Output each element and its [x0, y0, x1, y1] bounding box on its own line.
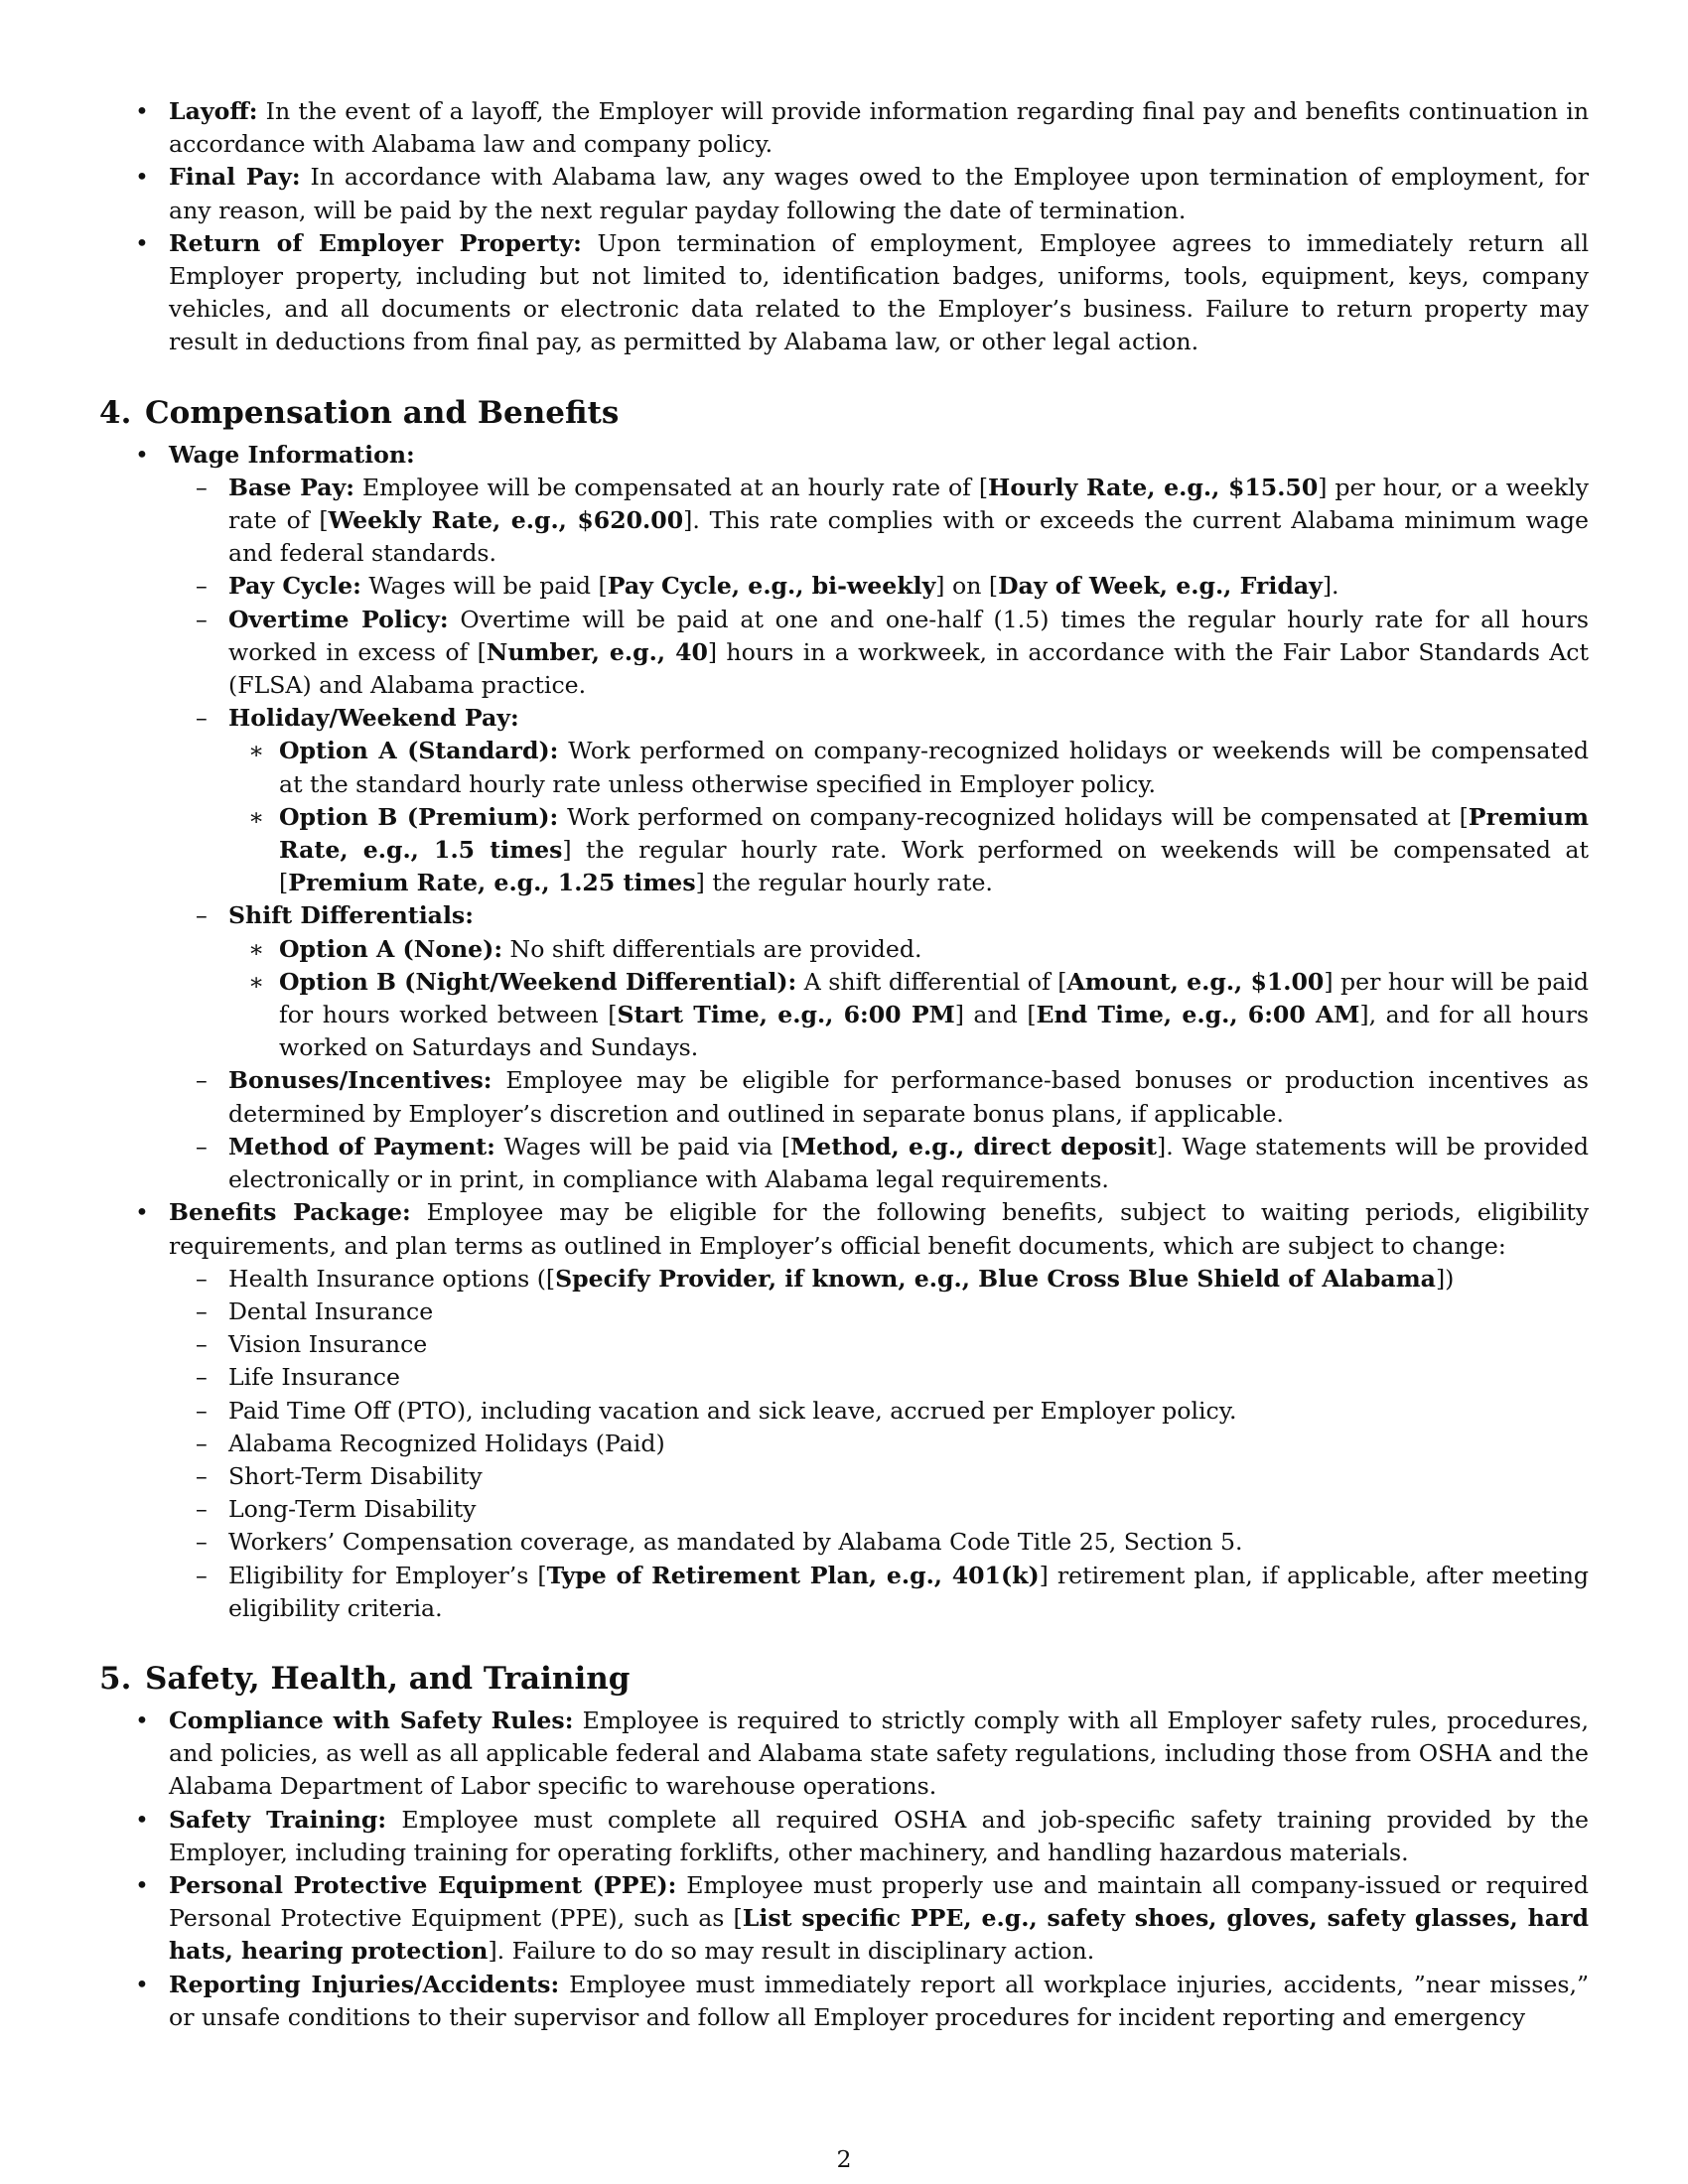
section-5-heading [99, 1659, 1589, 1699]
final-pay-label: Final Pay: [169, 163, 301, 192]
text-run: ]. Failure to do so may result in disciplinary action. [488, 1937, 1095, 1966]
text-run: ] per hour, or a weekly rate of [ [228, 473, 1590, 535]
text-run: ]) [1435, 1264, 1455, 1293]
benefits-list [169, 1263, 1589, 1625]
holiday-option-a [228, 735, 1589, 800]
safety-training-text: Employee must complete all required OSHA and job-specific safety training provided by the Employer, including training for operating forklifts, other machinery, and handling hazardous materials. [169, 1805, 1589, 1866]
day-of-week-placeholder: Day of Week, e.g., Friday [998, 572, 1323, 601]
text-run: ] retirement plan, if applicable, after meeting eligibility criteria. [228, 1561, 1590, 1622]
retirement-plan-placeholder: Type of Retirement Plan, e.g., 401(k) [546, 1561, 1040, 1589]
text-run: Overtime will be paid at one and one-half (1.5) times the regular hourly rate for all hours worked in excess of [ [228, 605, 1590, 666]
benefit-item: – Long-Term Disability [169, 1493, 1589, 1526]
ppe-label: Personal Protective Equipment (PPE): [169, 1870, 677, 1899]
text-run: ] the regular hourly rate. [695, 869, 993, 897]
method-of-payment-item [169, 1131, 1589, 1196]
safety-compliance-text: Employee is required to strictly comply with all Employer safety rules, procedures, and policies, as well as all applicable federal and Alabama state safety regulations, including those from OSHA and the Alabama Department of Labor specific to warehouse operations. [169, 1706, 1590, 1801]
safety-training-label: Safety Training: [169, 1805, 387, 1834]
base-pay-item [169, 472, 1589, 571]
final-pay-item [99, 161, 1589, 226]
shift-option-b [228, 966, 1589, 1065]
holiday-option-a-label: Option A (Standard): [279, 737, 559, 765]
end-time-placeholder: End Time, e.g., 6:00 AM [1036, 1001, 1360, 1029]
text-run: Wages will be paid [ [368, 572, 608, 601]
wage-information-label: Wage Information: [169, 440, 415, 469]
overtime-policy-item [169, 604, 1589, 703]
shift-differentials-item [169, 899, 1589, 1064]
wage-information-item [99, 439, 1589, 1197]
benefits-package-item [99, 1196, 1589, 1625]
benefit-item: – Dental Insurance [169, 1296, 1589, 1328]
holiday-option-a-text: Work performed on company-recognized holidays or weekends will be compensated at the standard hourly rate unless otherwise specified in Employer policy. [279, 737, 1590, 798]
layoff-label: Layoff: [169, 97, 258, 125]
return-property-item [99, 227, 1589, 359]
pay-cycle-item [169, 570, 1589, 603]
benefit-item: – Paid Time Off (PTO), including vacation and sick leave, accrued per Employer policy. [169, 1395, 1589, 1428]
page-number: 2 [836, 2145, 852, 2173]
text-run: A shift differential of [ [803, 967, 1067, 996]
text-run: ]. Wage statements will be provided electronically or in print, in compliance with Alabama legal requirements. [228, 1132, 1589, 1194]
holiday-option-b [228, 801, 1589, 900]
benefit-item: – Workers’ Compensation coverage, as mandated by Alabama Code Title 25, Section 5. [169, 1526, 1589, 1559]
holiday-premium-placeholder: Premium Rate, e.g., 1.5 times [279, 802, 1590, 865]
method-of-payment-label: Method of Payment: [228, 1132, 495, 1160]
reporting-injuries-item [99, 1969, 1589, 2034]
reporting-injuries-text: Employee must immediately report all workplace injuries, accidents, ”near misses,” or unsafe conditions to their supervisor and follow all Employer procedures for incident reporting and emergency [169, 1970, 1590, 2031]
return-property-label: Return of Employer Property: [169, 228, 582, 257]
shift-option-b-label: Option B (Night/Weekend Differential): [279, 967, 797, 996]
termination-list [99, 95, 1589, 359]
benefit-item: – Vision Insurance [169, 1328, 1589, 1361]
layoff-item [99, 95, 1589, 161]
bonuses-item [169, 1064, 1589, 1130]
overtime-policy-label: Overtime Policy: [228, 605, 449, 633]
payment-method-placeholder: Method, e.g., direct deposit [790, 1132, 1157, 1160]
hourly-rate-placeholder: Hourly Rate, e.g., $15.50 [988, 473, 1319, 501]
benefits-package-text: Employee may be eligible for the following benefits, subject to waiting periods, eligibility requirements, and plan terms as outlined in Employer’s official benefit documents, which are subject to change: [169, 1198, 1590, 1260]
text-run: ] on [ [935, 572, 999, 601]
text-run: Health Insurance options ([ [228, 1264, 556, 1293]
section-5-title: Safety, Health, and Training [145, 1660, 631, 1697]
benefit-item: – Life Insurance [169, 1361, 1589, 1394]
benefit-item: – Alabama Recognized Holidays (Paid) [169, 1428, 1589, 1460]
text-run: ]. This rate complies with or exceeds the current Alabama minimum wage and federal standards. [228, 506, 1589, 568]
safety-compliance-item [99, 1705, 1589, 1804]
section-5-list [99, 1705, 1589, 2034]
text-run: ], and for all hours worked on Saturdays and Sundays. [279, 1001, 1589, 1062]
ppe-item [99, 1869, 1589, 1969]
section-5-number: 5. [99, 1660, 132, 1697]
overtime-hours-placeholder: Number, e.g., 40 [486, 637, 708, 666]
text-run: ] per hour will be paid for hours worked between [ [279, 967, 1589, 1029]
section-4-number: 4. [99, 394, 132, 431]
text-run: Employee will be compensated at an hourly rate of [ [361, 473, 989, 501]
shift-amount-placeholder: Amount, e.g., $1.00 [1066, 967, 1325, 996]
start-time-placeholder: Start Time, e.g., 6:00 PM [617, 1001, 955, 1029]
weekly-rate-placeholder: Weekly Rate, e.g., $620.00 [328, 506, 684, 535]
safety-compliance-label: Compliance with Safety Rules: [169, 1706, 574, 1734]
health-provider-placeholder: Specify Provider, if known, e.g., Blue Cross Blue Shield of Alabama [555, 1264, 1436, 1293]
section-4-heading [99, 393, 1589, 433]
base-pay-label: Base Pay: [228, 473, 354, 501]
ppe-list-placeholder: List specific PPE, e.g., safety shoes, gloves, safety glasses, hard hats, hearing protection [169, 1904, 1589, 1966]
shift-option-a-text: No shift differentials are provided. [509, 934, 922, 963]
text-run: Employee must properly use and maintain all company-issued or required Personal Protective Equipment (PPE), such as [ [169, 1870, 1589, 1933]
holiday-weekend-pay-label: Holiday/Weekend Pay: [228, 704, 519, 733]
section-4-title: Compensation and Benefits [145, 394, 620, 431]
bonuses-label: Bonuses/Incentives: [228, 1066, 492, 1095]
weekend-premium-placeholder: Premium Rate, e.g., 1.25 times [288, 869, 696, 897]
holiday-option-b-label: Option B (Premium): [279, 802, 559, 831]
holiday-weekend-pay-item [169, 702, 1589, 899]
wage-sublist [169, 472, 1589, 1196]
text-run: ]. [1322, 572, 1339, 601]
section-4-list [99, 439, 1589, 1625]
document-page [99, 95, 1589, 2081]
shift-options-list [228, 933, 1589, 1065]
final-pay-text: In accordance with Alabama law, any wages owed to the Employee upon termination of employment, for any reason, will be paid by the next regular payday following the date of termination. [169, 163, 1589, 224]
text-run: ] the regular hourly rate. Work performed on weekends will be compensated at [ [279, 836, 1589, 897]
benefit-health-insurance [169, 1263, 1589, 1296]
benefit-retirement [169, 1560, 1589, 1625]
shift-differentials-label: Shift Differentials: [228, 901, 474, 930]
text-run: Work performed on company-recognized holidays will be compensated at [ [567, 802, 1469, 831]
return-property-text: Upon termination of employment, Employee agrees to immediately return all Employer property, including but not limited to, identification badges, uniforms, tools, equipment, keys, company vehicles, and all documents or electronic data related to the Employer’s business. Failure to return property may result in deductions from final pay, as permitted by Alabama law, or other legal action. [169, 228, 1589, 356]
pay-cycle-label: Pay Cycle: [228, 572, 361, 601]
safety-training-item [99, 1804, 1589, 1869]
text-run: Wages will be paid via [ [503, 1132, 791, 1160]
text-run: Eligibility for Employer’s [ [228, 1561, 547, 1589]
bonuses-text: Employee may be eligible for performance-based bonuses or production incentives as determined by Employer’s discretion and outlined in separate bonus plans, if applicable. [228, 1066, 1590, 1128]
layoff-text: In the event of a layoff, the Employer will provide information regarding final pay and benefits continuation in accordance with Alabama law and company policy. [169, 97, 1590, 159]
holiday-options-list [228, 735, 1589, 899]
shift-option-a-label: Option A (None): [279, 934, 503, 963]
text-run: ] and [ [954, 1001, 1037, 1029]
reporting-injuries-label: Reporting Injuries/Accidents: [169, 1970, 560, 1998]
benefit-item: – Short-Term Disability [169, 1460, 1589, 1493]
benefits-package-label: Benefits Package: [169, 1198, 411, 1227]
text-run: ] hours in a workweek, in accordance with the Fair Labor Standards Act (FLSA) and Alabama practice. [228, 637, 1589, 700]
shift-option-a [228, 933, 1589, 966]
pay-cycle-placeholder: Pay Cycle, e.g., bi-weekly [607, 572, 936, 601]
